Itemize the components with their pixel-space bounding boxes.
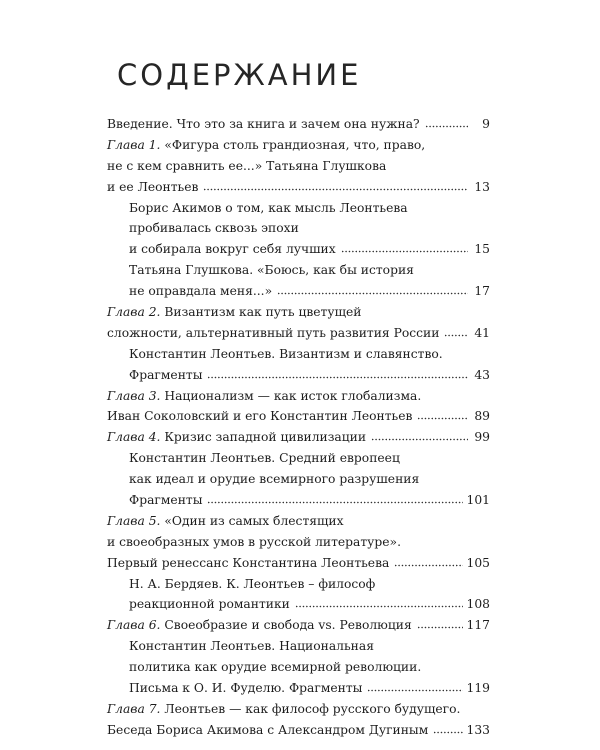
toc-entry-chapter-2[interactable] bbox=[107, 302, 490, 323]
toc-entry-text: Татьяна Глушкова. «Боюсь, как бы история bbox=[129, 263, 414, 278]
toc-entry-chapter-5[interactable] bbox=[107, 511, 490, 532]
toc-entry-european-end bbox=[107, 490, 490, 511]
page-number: 9 bbox=[482, 117, 490, 131]
toc-entry-national[interactable] bbox=[107, 636, 490, 657]
toc-entry-text: и собирала вокруг себя лучших bbox=[129, 242, 336, 257]
page-number: 101 bbox=[466, 493, 490, 508]
toc-entry-chapter-1-cont bbox=[107, 156, 490, 177]
toc-entry-text: сложности, альтернативный путь развития России bbox=[107, 325, 440, 340]
toc-entry-intro[interactable] bbox=[107, 114, 490, 135]
toc-entry-chapter-6[interactable] bbox=[107, 615, 490, 636]
toc-entry-text: Введение. Что это за книга и зачем она нужна? bbox=[107, 117, 420, 131]
toc-entry-text: Константин Леонтьев. Национальная bbox=[129, 639, 374, 654]
toc-entry-chapter-3-end bbox=[107, 406, 490, 427]
page-number: 41 bbox=[474, 325, 490, 340]
toc-entry-chapter-2-end bbox=[107, 323, 490, 344]
page-title: СОДЕРЖАНИЕ bbox=[117, 58, 362, 92]
toc-entry-text: Борис Акимов о том, как мысль Леонтьева bbox=[129, 200, 408, 215]
page-number: 133 bbox=[466, 722, 490, 737]
toc-entry-glushkova-end bbox=[107, 281, 490, 302]
dot-leader bbox=[277, 283, 468, 295]
chapter-label: Глава 3. bbox=[107, 388, 161, 403]
dot-leader bbox=[371, 429, 468, 441]
toc-entry-byzantism[interactable] bbox=[107, 344, 490, 365]
toc-entry-text: не с кем сравнить ее...» Татьяна Глушкова bbox=[107, 158, 387, 173]
toc-entry-chapter-7-end bbox=[107, 720, 490, 741]
dot-leader bbox=[295, 596, 463, 608]
dot-leader bbox=[367, 680, 462, 692]
page-number: 117 bbox=[466, 618, 490, 633]
toc-entry-text: Своеобразие и свобода vs. Революция bbox=[164, 618, 412, 633]
dot-leader bbox=[203, 179, 468, 191]
toc-entry-text: Беседа Бориса Акимова с Александром Дугиным bbox=[107, 722, 429, 737]
chapter-label: Глава 2. bbox=[107, 305, 161, 320]
toc-entry-text: Византизм как путь цветущей bbox=[164, 305, 362, 320]
dot-leader bbox=[417, 408, 468, 420]
toc-entry-chapter-5-cont bbox=[107, 532, 490, 553]
toc-entry-text: Письма к О. И. Фуделю. Фрагменты bbox=[129, 681, 363, 696]
toc-entry-text: Константин Леонтьев. Средний европеец bbox=[129, 451, 400, 466]
toc-entry-european[interactable] bbox=[107, 448, 490, 469]
toc-entry-text: реакционной романтики bbox=[129, 597, 290, 612]
chapter-label: Глава 5. bbox=[107, 513, 161, 528]
toc-entry-akimov-end bbox=[107, 239, 490, 260]
page-number: 89 bbox=[474, 409, 490, 424]
toc-entry-akimov-cont bbox=[107, 218, 490, 239]
chapter-label: Глава 7. bbox=[107, 701, 161, 716]
toc-entry-chapter-1[interactable] bbox=[107, 135, 490, 156]
toc-entry-text: политика как орудие всемирной революции. bbox=[129, 660, 422, 675]
page-number: 13 bbox=[474, 179, 490, 194]
toc-entry-text: Константин Леонтьев. Византизм и славянство. bbox=[129, 346, 443, 361]
toc-entry-text: Первый ренессанс Константина Леонтьева bbox=[107, 555, 390, 570]
dot-leader bbox=[417, 617, 463, 629]
dot-leader bbox=[207, 492, 462, 504]
toc-entry-text: «Один из самых блестящих bbox=[164, 513, 344, 528]
page-number: 99 bbox=[474, 430, 490, 445]
toc-entry-national-end bbox=[107, 678, 490, 699]
toc-entry-text: не оправдала меня...» bbox=[129, 284, 273, 299]
toc-entry-berdyaev-end bbox=[107, 594, 490, 615]
toc-entry-text: как идеал и орудие всемирного разрушения bbox=[129, 472, 420, 487]
dot-leader bbox=[341, 241, 468, 253]
dot-leader bbox=[394, 555, 462, 567]
toc-entry-chapter-4[interactable] bbox=[107, 427, 490, 448]
toc-entry-text: Кризис западной цивилизации bbox=[164, 430, 367, 445]
page-number: 43 bbox=[474, 367, 490, 382]
toc-entry-text: Иван Соколовский и его Константин Леонтьев bbox=[107, 409, 413, 424]
table-of-contents bbox=[107, 114, 490, 741]
page-number: 119 bbox=[466, 681, 490, 696]
dot-leader bbox=[444, 325, 468, 337]
dot-leader bbox=[207, 367, 468, 379]
page-number: 15 bbox=[474, 242, 490, 257]
toc-entry-national-cont bbox=[107, 657, 490, 678]
toc-entry-text: и ее Леонтьев bbox=[107, 179, 199, 194]
toc-entry-text: Н. А. Бердяев. К. Леонтьев – философ bbox=[129, 576, 376, 591]
chapter-label: Глава 4. bbox=[107, 430, 161, 445]
toc-entry-text: Фрагменты bbox=[129, 493, 203, 508]
toc-entry-chapter-3[interactable] bbox=[107, 386, 490, 407]
page-number: 108 bbox=[466, 597, 490, 612]
toc-entry-glushkova[interactable] bbox=[107, 260, 490, 281]
dot-leader bbox=[433, 722, 462, 734]
chapter-label: Глава 6. bbox=[107, 618, 161, 633]
toc-entry-chapter-5-end bbox=[107, 553, 490, 574]
page-number: 105 bbox=[466, 555, 490, 570]
toc-entry-text: Национализм — как исток глобализма. bbox=[164, 388, 422, 403]
toc-entry-text: Фрагменты bbox=[129, 367, 203, 382]
dot-leader bbox=[425, 116, 468, 128]
toc-entry-berdyaev[interactable] bbox=[107, 574, 490, 595]
toc-entry-european-cont bbox=[107, 469, 490, 490]
toc-entry-chapter-7[interactable] bbox=[107, 699, 490, 720]
toc-entry-akimov[interactable] bbox=[107, 198, 490, 219]
toc-entry-text: и своеобразных умов в русской литературе». bbox=[107, 534, 401, 549]
toc-entry-text: «Фигура столь грандиозная, что, право, bbox=[164, 137, 426, 152]
toc-entry-text: пробивалась сквозь эпохи bbox=[129, 221, 299, 236]
chapter-label: Глава 1. bbox=[107, 137, 161, 152]
page-number: 17 bbox=[474, 284, 490, 299]
toc-entry-text: Леонтьев — как философ русского будущего. bbox=[164, 701, 461, 716]
toc-entry-chapter-1-end bbox=[107, 177, 490, 198]
toc-entry-byzantism-end bbox=[107, 365, 490, 386]
